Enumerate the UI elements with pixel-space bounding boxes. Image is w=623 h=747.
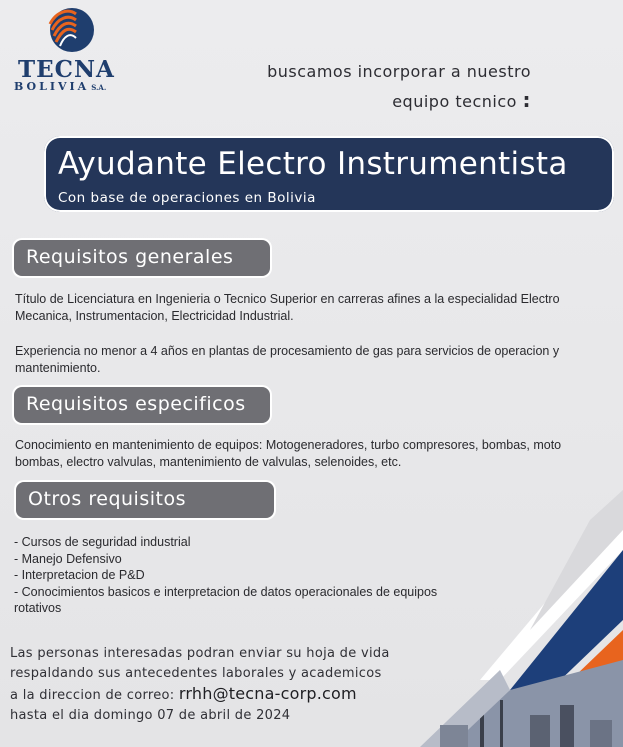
specific-requirement-text: Conocimiento en mantenimiento de equipos: Motogeneradores, turbo compresores, bombas, moto bombas, electro valvulas, mantenimiento de valvulas, selenoides, etc. [15,438,562,469]
contact-line1: Las personas interesadas podran enviar su hoja de vida [10,646,390,661]
list-item: - Conocimientos basicos e interpretacion de datos operacionales de equipos rotativos [14,584,438,615]
list-item: - Manejo Defensivo [14,551,122,566]
job-title-banner [44,136,614,212]
tagline-line2: equipo tecnico : [392,88,531,112]
job-title: Ayudante Electro Instrumentista [58,146,568,182]
other-requirements-list [14,534,474,617]
section-header-general: Requisitos generales [14,240,270,276]
section-header-specific: Requisitos especificos [14,387,270,423]
company-name: TECNA [18,56,115,83]
application-instructions [10,644,420,726]
tagline-line1: buscamos incorporar a nuestro [267,62,531,81]
tagline [267,58,531,116]
company-country: BOLIVIA S.A. [14,80,107,93]
general-requirement-experience: Experiencia no menor a 4 años en plantas de procesamiento de gas para servicios de operacion y mantenimiento. [15,344,560,375]
contact-email-link[interactable]: rrhh@tecna-corp.com [178,684,357,703]
list-item: - Interpretacion de P&D [14,568,145,582]
list-item: - Cursos de seguridad industrial [14,535,191,549]
contact-deadline: hasta el dia domingo 07 de abril de 2024 [10,708,291,723]
contact-line3: a la direccion de correo: rrhh@tecna-corp.com [10,684,357,703]
company-logo [14,4,134,92]
section-header-other: Otros requisitos [16,482,274,518]
contact-line2: respaldando sus antecedentes laborales y academicos [10,666,382,681]
general-requirement-degree: Título de Licenciatura en Ingenieria o Tecnico Superior en carreras afines a la especialidad Electro Mecanica, Instrumentacion, Electricidad Industrial. [15,292,560,323]
job-subtitle: Con base de operaciones en Bolivia [58,190,316,206]
tecna-logo-icon [42,4,98,60]
